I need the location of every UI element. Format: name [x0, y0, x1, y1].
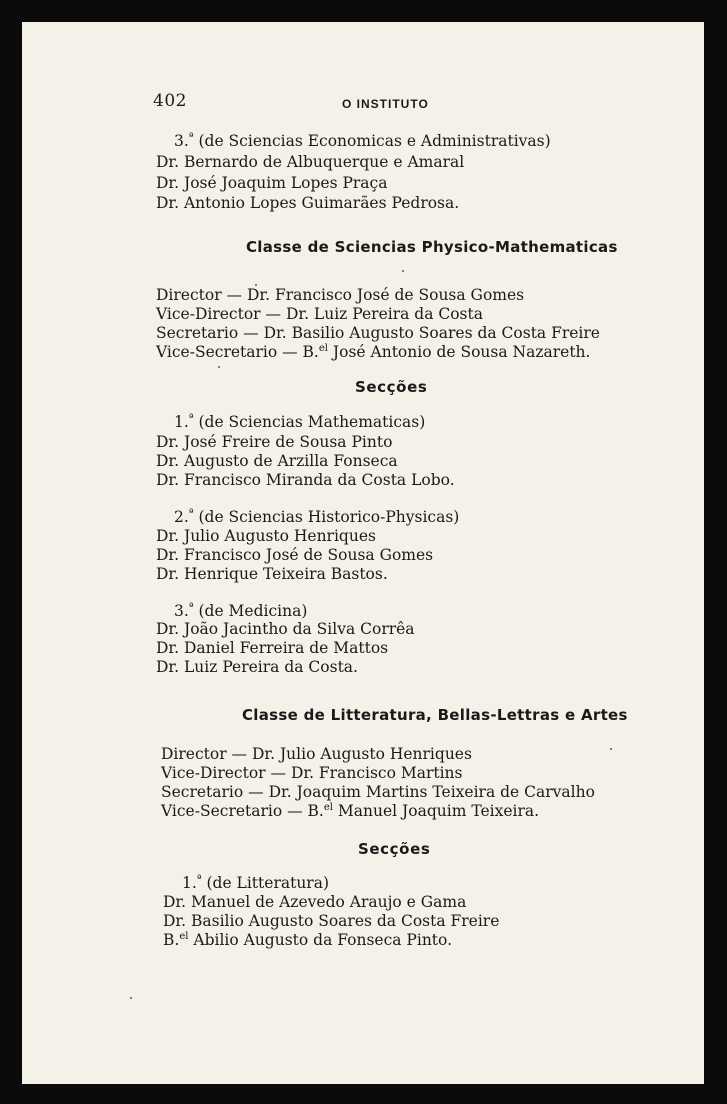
scan-speck — [130, 997, 132, 999]
member-line: Dr. Manuel de Azevedo Araujo e Gama — [163, 893, 467, 911]
scan-speck — [218, 366, 220, 368]
officer-line: Secretario — Dr. Basilio Augusto Soares da Costa Freire — [156, 324, 600, 342]
member-line: Dr. Antonio Lopes Guimarães Pedrosa. — [156, 194, 460, 212]
running-title: O INSTITUTO — [342, 97, 429, 111]
member-line: Dr. Julio Augusto Henriques — [156, 527, 376, 545]
scan-speck — [255, 284, 257, 286]
member-line: Dr. Henrique Teixeira Bastos. — [156, 565, 388, 583]
section-heading: 1.$^ª$ (de Sciencias Mathematicas) — [174, 412, 426, 431]
officer-line: Director — Dr. Julio Augusto Henriques — [161, 745, 472, 763]
officer-line: Vice-Secretario — B.$^{el}$ Manuel Joaquim Teixeira. — [161, 801, 540, 820]
seccoes-title: Secções — [358, 840, 431, 858]
section-heading: 3.$^ª$ (de Sciencias Economicas e Administrativas) — [174, 131, 551, 150]
member-line: Dr. Francisco José de Sousa Gomes — [156, 546, 434, 564]
member-line: Dr. Daniel Ferreira de Mattos — [156, 639, 389, 657]
member-line: Dr. Bernardo de Albuquerque e Amaral — [156, 153, 465, 171]
officer-line: Vice-Director — Dr. Luiz Pereira da Costa — [156, 305, 483, 323]
class-title: Classe de Sciencias Physico-Mathematicas — [246, 238, 618, 256]
member-line: Dr. José Freire de Sousa Pinto — [156, 433, 393, 451]
officer-line: Vice-Director — Dr. Francisco Martins — [161, 764, 463, 782]
member-line: Dr. Basilio Augusto Soares da Costa Freire — [163, 912, 500, 930]
officer-line: Vice-Secretario — B.$^{el}$ José Antonio de Sousa Nazareth. — [156, 342, 591, 361]
section-heading: 3.$^ª$ (de Medicina) — [174, 601, 308, 620]
member-line: Dr. Luiz Pereira da Costa. — [156, 658, 358, 676]
member-line: B.$^{el}$ Abilio Augusto da Fonseca Pinto. — [163, 930, 453, 949]
section-heading: 2.$^ª$ (de Sciencias Historico-Physicas) — [174, 507, 460, 526]
page-number: 402 — [153, 91, 187, 111]
class-title: Classe de Litteratura, Bellas-Lettras e Artes — [242, 706, 628, 724]
scan-speck — [610, 748, 612, 750]
officer-line: Director — Dr. Francisco José de Sousa Gomes — [156, 286, 525, 304]
scan-speck — [402, 270, 404, 272]
scanned-page — [22, 22, 704, 1084]
seccoes-title: Secções — [355, 378, 428, 396]
section-heading: 1.$^ª$ (de Litteratura) — [182, 873, 329, 892]
officer-line: Secretario — Dr. Joaquim Martins Teixeira de Carvalho — [161, 783, 595, 801]
member-line: Dr. João Jacintho da Silva Corrêa — [156, 620, 415, 638]
member-line: Dr. José Joaquim Lopes Praça — [156, 174, 388, 192]
member-line: Dr. Francisco Miranda da Costa Lobo. — [156, 471, 455, 489]
member-line: Dr. Augusto de Arzilla Fonseca — [156, 452, 398, 470]
